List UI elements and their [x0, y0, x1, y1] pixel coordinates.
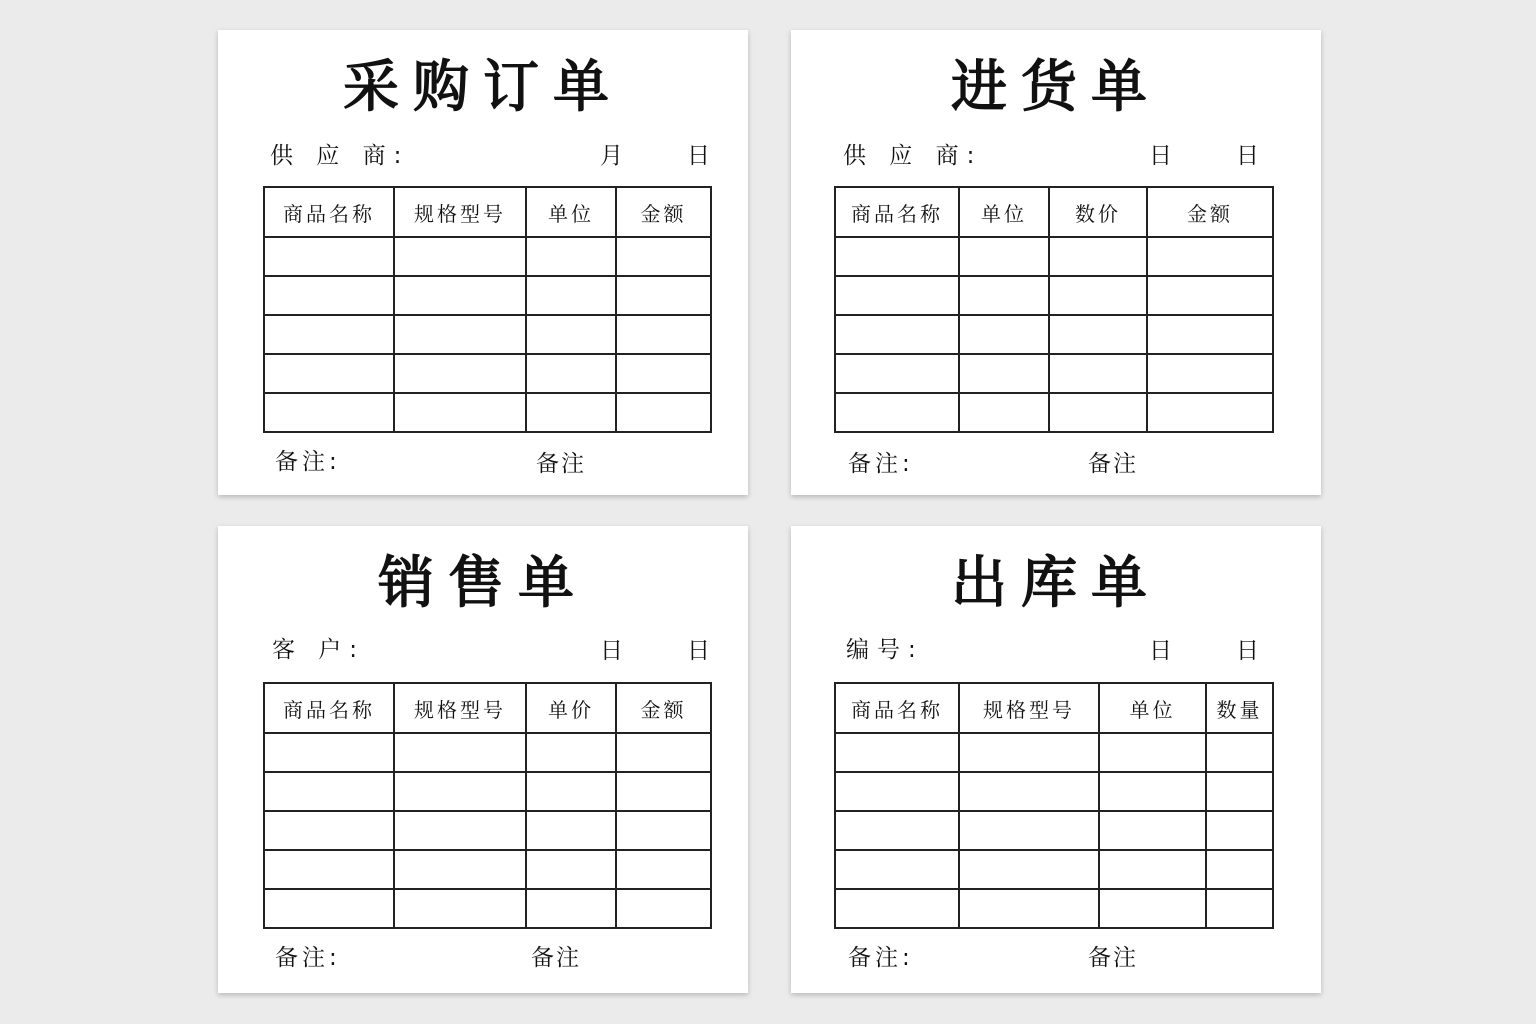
table-header-row [835, 683, 1273, 733]
table-cell[interactable] [1206, 850, 1273, 889]
table-row [264, 237, 711, 276]
date-field [600, 637, 712, 665]
table-cell[interactable] [1099, 811, 1206, 850]
table-cell[interactable] [835, 772, 959, 811]
table-cell[interactable] [1206, 889, 1273, 928]
table-header-row [835, 187, 1273, 237]
table-cell[interactable] [526, 315, 616, 354]
table-cell[interactable] [959, 393, 1049, 432]
table-cell[interactable] [264, 889, 394, 928]
table-cell[interactable] [959, 315, 1049, 354]
table-cell[interactable] [616, 889, 711, 928]
note-label: 备注: [848, 451, 914, 477]
table-cell[interactable] [394, 733, 526, 772]
table-row [835, 811, 1273, 850]
table-cell[interactable] [1147, 354, 1273, 393]
table-row [264, 733, 711, 772]
date-field [600, 142, 712, 170]
column-header: 商品名称 [264, 683, 394, 733]
date-day-label: 日 [687, 638, 712, 664]
table-cell[interactable] [616, 315, 711, 354]
note-label: 备注: [848, 945, 914, 971]
table-cell[interactable] [394, 393, 526, 432]
table-cell[interactable] [1099, 772, 1206, 811]
table-row [835, 315, 1273, 354]
table-cell[interactable] [1099, 889, 1206, 928]
form-title: 采购订单 [343, 55, 623, 120]
table-row [835, 772, 1273, 811]
customer-label: 客 户: [272, 637, 366, 663]
table-cell[interactable] [394, 354, 526, 393]
table-cell[interactable] [835, 354, 959, 393]
column-header: 金额 [616, 683, 711, 733]
date-day-label: 日 [1149, 143, 1174, 169]
table-cell[interactable] [394, 315, 526, 354]
column-header: 规格型号 [394, 187, 526, 237]
table-row [264, 276, 711, 315]
supplier-label: 供 应 商: [843, 143, 983, 169]
table-cell[interactable] [526, 850, 616, 889]
table-cell[interactable] [959, 354, 1049, 393]
table-cell[interactable] [526, 811, 616, 850]
table-cell[interactable] [394, 850, 526, 889]
table-cell[interactable] [394, 889, 526, 928]
goods-table [834, 186, 1274, 433]
column-header: 规格型号 [394, 683, 526, 733]
note-label-right: 备注 [536, 451, 586, 477]
table-cell[interactable] [959, 850, 1099, 889]
table-cell[interactable] [1206, 811, 1273, 850]
table-cell[interactable] [1206, 733, 1273, 772]
date-day-label: 日 [1236, 143, 1261, 169]
column-header: 商品名称 [835, 683, 959, 733]
note-label-right: 备注 [1088, 945, 1138, 971]
table-cell[interactable] [394, 237, 526, 276]
table-row [835, 393, 1273, 432]
table-header-row [264, 683, 711, 733]
date-field [1149, 637, 1261, 665]
table-cell[interactable] [264, 276, 394, 315]
table-cell[interactable] [1147, 315, 1273, 354]
table-cell[interactable] [616, 850, 711, 889]
column-header: 单位 [526, 187, 616, 237]
table-cell[interactable] [264, 733, 394, 772]
table-cell[interactable] [1147, 276, 1273, 315]
column-header: 单价 [526, 683, 616, 733]
table-cell[interactable] [616, 354, 711, 393]
table-row [835, 276, 1273, 315]
form-sales-order [218, 526, 748, 993]
table-cell[interactable] [835, 276, 959, 315]
table-cell[interactable] [959, 733, 1099, 772]
column-header: 商品名称 [264, 187, 394, 237]
table-cell[interactable] [1049, 237, 1147, 276]
column-header: 单位 [1099, 683, 1206, 733]
form-purchase-order [218, 30, 748, 495]
table-row [264, 850, 711, 889]
table-cell[interactable] [835, 811, 959, 850]
table-header-row [264, 187, 711, 237]
table-cell[interactable] [1049, 393, 1147, 432]
column-header: 金额 [1147, 187, 1273, 237]
table-cell[interactable] [959, 889, 1099, 928]
table-cell[interactable] [835, 237, 959, 276]
table-cell[interactable] [1147, 237, 1273, 276]
table-cell[interactable] [526, 393, 616, 432]
table-cell[interactable] [526, 237, 616, 276]
table-cell[interactable] [264, 315, 394, 354]
column-header: 商品名称 [835, 187, 959, 237]
table-cell[interactable] [1099, 733, 1206, 772]
table-cell[interactable] [526, 354, 616, 393]
goods-table [834, 682, 1274, 929]
table-cell[interactable] [526, 276, 616, 315]
date-month-label: 月 [600, 143, 625, 169]
table-cell[interactable] [616, 811, 711, 850]
table-cell[interactable] [835, 315, 959, 354]
table-cell[interactable] [526, 772, 616, 811]
form-stock-out [791, 526, 1321, 993]
table-cell[interactable] [1206, 772, 1273, 811]
date-day-label: 日 [1149, 638, 1174, 664]
table-cell[interactable] [835, 889, 959, 928]
table-row [835, 354, 1273, 393]
table-row [264, 354, 711, 393]
table-row [835, 237, 1273, 276]
form-title: 出库单 [951, 551, 1161, 616]
table-row [264, 772, 711, 811]
table-cell[interactable] [394, 276, 526, 315]
table-row [264, 811, 711, 850]
table-cell[interactable] [1099, 850, 1206, 889]
form-stock-in [791, 30, 1321, 495]
table-cell[interactable] [264, 811, 394, 850]
table-cell[interactable] [616, 276, 711, 315]
note-label: 备注: [275, 945, 341, 971]
table-cell[interactable] [959, 811, 1099, 850]
goods-table [263, 682, 712, 929]
number-label: 编号: [846, 637, 924, 663]
table-row [264, 393, 711, 432]
note-label: 备注: [275, 449, 341, 475]
table-cell[interactable] [394, 811, 526, 850]
date-day-label: 日 [687, 143, 712, 169]
table-cell[interactable] [264, 393, 394, 432]
table-row [264, 889, 711, 928]
table-row [835, 733, 1273, 772]
table-cell[interactable] [835, 733, 959, 772]
date-field [1149, 142, 1261, 170]
date-day-label: 日 [600, 638, 625, 664]
note-label-right: 备注 [531, 945, 581, 971]
column-header: 金额 [616, 187, 711, 237]
table-cell[interactable] [1049, 315, 1147, 354]
column-header: 数价 [1049, 187, 1147, 237]
form-title: 销售单 [378, 551, 588, 616]
date-day-label: 日 [1236, 638, 1261, 664]
note-label-right: 备注 [1088, 451, 1138, 477]
table-cell[interactable] [264, 354, 394, 393]
supplier-label: 供 应 商: [270, 143, 410, 169]
column-header: 单位 [959, 187, 1049, 237]
form-title: 进货单 [951, 55, 1161, 120]
table-cell[interactable] [616, 237, 711, 276]
table-cell[interactable] [1049, 354, 1147, 393]
table-cell[interactable] [526, 889, 616, 928]
column-header: 规格型号 [959, 683, 1099, 733]
table-cell[interactable] [959, 276, 1049, 315]
table-cell[interactable] [1147, 393, 1273, 432]
table-row [835, 889, 1273, 928]
goods-table [263, 186, 712, 433]
table-cell[interactable] [526, 733, 616, 772]
table-cell[interactable] [835, 850, 959, 889]
table-cell[interactable] [959, 237, 1049, 276]
table-row [835, 850, 1273, 889]
table-cell[interactable] [959, 772, 1099, 811]
table-row [264, 315, 711, 354]
table-cell[interactable] [616, 733, 711, 772]
table-cell[interactable] [1049, 276, 1147, 315]
table-cell[interactable] [394, 772, 526, 811]
table-cell[interactable] [264, 237, 394, 276]
table-cell[interactable] [264, 850, 394, 889]
table-cell[interactable] [616, 393, 711, 432]
table-cell[interactable] [264, 772, 394, 811]
column-header: 数量 [1206, 683, 1273, 733]
table-cell[interactable] [616, 772, 711, 811]
table-cell[interactable] [835, 393, 959, 432]
